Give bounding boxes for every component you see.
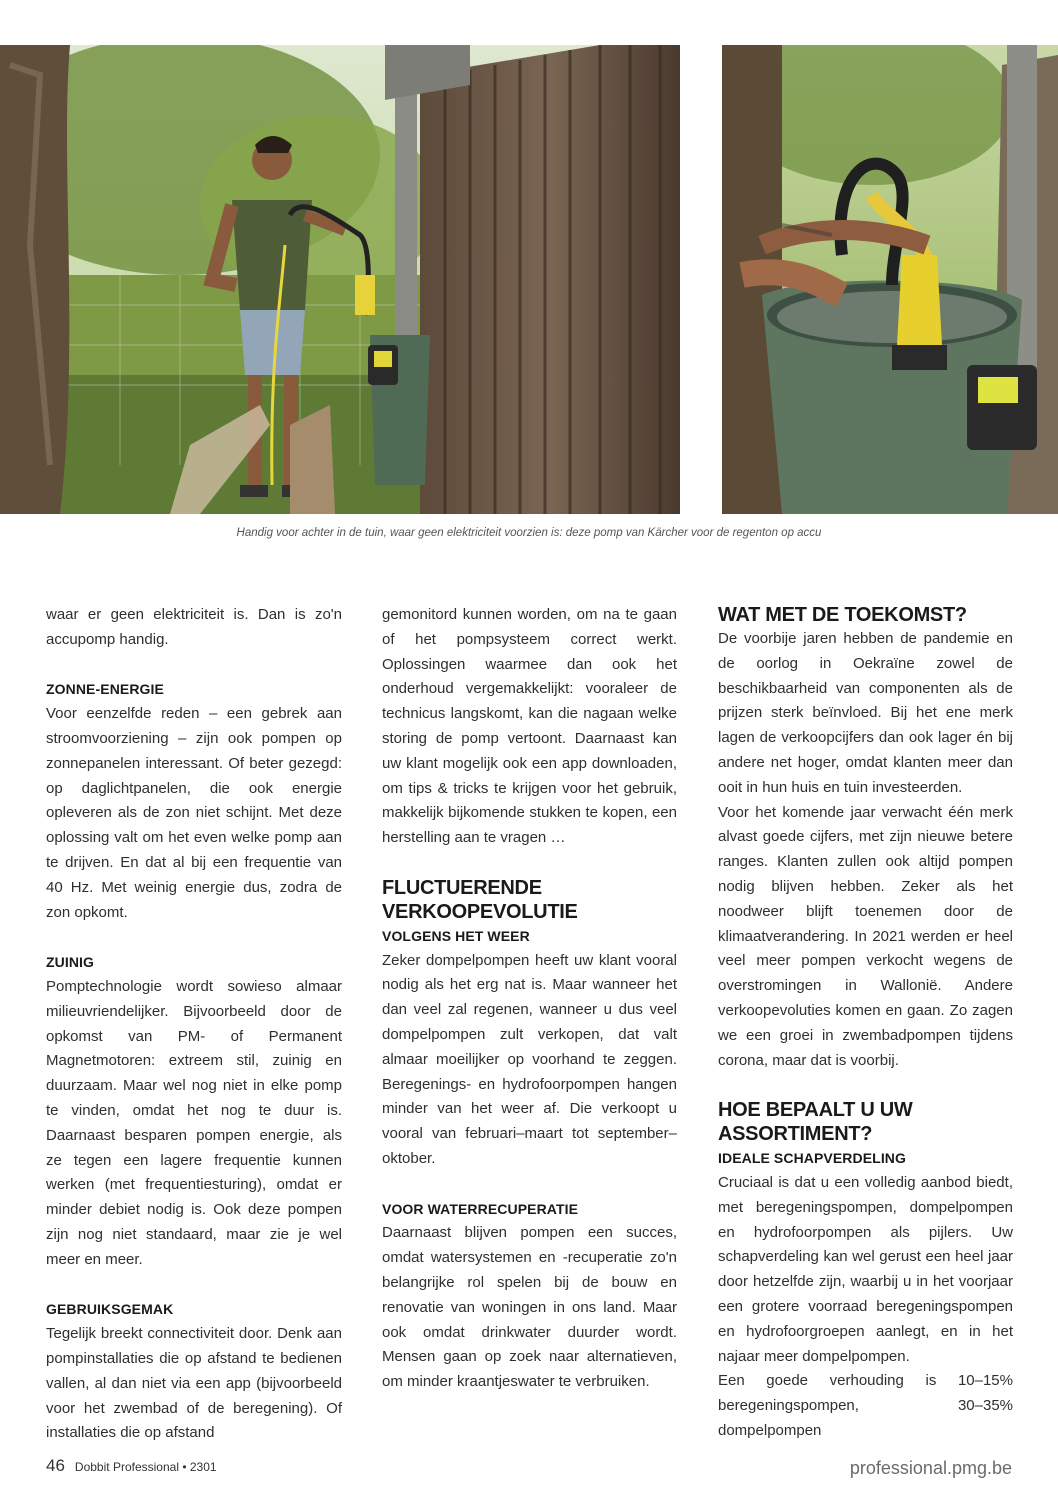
page-number: 46	[46, 1456, 65, 1475]
paragraph-schapverdeling-2: Een goede verhouding is 10–15% beregeningspompen, 30–35% dompelpompen	[718, 1372, 1013, 1439]
paragraph-zuinig: Pomptechnologie wordt sowieso almaar milieuvriendelijker. Bijvoorbeeld door de opkomst van PM- of Permanent Magnetmotoren: extreem stil, zuinig en duurzaam. Maar wel nog niet in elke pomp te vinden, omdat het nog te duur is. Daarnaast besparen pompen energie, als ze tegen een lagere frequentie kunnen werken (met frequentiesturing), omdat er minder debiet nodig is. Ook deze pompen zijn nog niet standaard, maar zie je wel meer en meer.	[46, 977, 342, 1268]
paragraph-weer: Zeker dompelpompen heeft uw klant vooral nodig als het erg nat is. Maar wanneer het dan veel zal regenen, wanneer u dus veel dompelpompen zult verkopen, dat valt almaar moeilijker op voorhand te zeggen. Beregenings- en hydrofoorpompen hangen minder van het weer af. Die verkoopt u vooral van februari–maart tot september–oktober.	[382, 951, 677, 1167]
subheading-schapverdeling: IDEALE SCHAPVERDELING	[718, 1150, 907, 1167]
footer-publication	[46, 1456, 217, 1476]
paragraph-waterrecuperatie: Daarnaast blijven pompen een succes, omdat watersystemen en -recuperatie zo'n belangrijke rol spelen bij de bouw en renovatie van woningen in ons land. Maar ook omdat drinkwater duurder wordt. Mensen gaan op zoek naar alternatieven, om minder kraantjeswater te verbruiken.	[382, 1224, 677, 1391]
paragraph-toekomst-1: De voorbije jaren hebben de pandemie en de oorlog in Oekraïne zowel de beschikbaarheid van componenten als de prijzen sterk beïnvloed. Bij het ene merk lagen de verkoopcijfers dan ook lager én bij andere net hoger, omdat klanten meer dan ooit in hun huis en tuin investeerden.	[718, 630, 1013, 796]
publication-name: Dobbit Professional • 2301	[74, 1460, 217, 1474]
column-2	[382, 603, 677, 1395]
paragraph-intro: waar er geen elektriciteit is. Dan is zo'n accupomp handig.	[46, 606, 342, 648]
photo-caption: Handig voor achter in de tuin, waar geen elektriciteit voorzien is: deze pomp van Kärcher voor de regenton op accu	[236, 527, 822, 539]
heading-verkoopevolutie: VERKOOPEVOLUTIE	[382, 900, 578, 923]
paragraph-zonne-energie: Voor eenzelfde reden – een gebrek aan stroomvoorziening – zijn ook pompen op zonnepanelen interessant. Of beter gezegd: op daglichtpanelen, die ook energie opleveren als de zon niet schijnt. Met deze oplossing valt om het even welke pomp aan te drijven. En dat al bij een frequentie van 40 Hz. Met weinig energie dus, zodra de zon opkomt.	[46, 705, 342, 921]
footer-url[interactable]: professional.pmg.be	[849, 1458, 1012, 1478]
heading-gebruiksgemak: GEBRUIKSGEMAK	[46, 1301, 174, 1318]
paragraph-toekomst-2: Voor het komende jaar verwacht één merk alvast goede cijfers, met zijn nieuwe betere ranges. Klanten zullen ook altijd pompen nodig blijven hebben. Zeker als het noodweer blijft toenemen door de klimaatverandering. In 2021 werden er heel veel meer pompen verkocht wegens de overstromingen in Wallonië. Andere verkoopevoluties komen en gaan. Zo zagen we een groei in zwembadpompen tijdens corona, maar dat is voorbij.	[718, 803, 1013, 1069]
heading-assortiment-1: HOE BEPAALT U UW	[718, 1099, 913, 1122]
heading-zonne-energie: ZONNE-ENERGIE	[46, 681, 164, 698]
heading-assortiment-2: ASSORTIMENT?	[718, 1123, 873, 1146]
paragraph-connectiviteit: gemonitord kunnen worden, om na te gaan of het pompsysteem correct werkt. Oplossingen waarmee dan ook het onderhoud vergemakkelijkt: vooraleer de technicus langskomt, kan die nagaan welke storing de pomp vertoont. Daarnaast kan uw klant mogelijk ook een app downloaden, om tips & tricks te krijgen voor het gebruik, makkelijk bijkomende stukken te kopen, een herstelling aan te vragen …	[382, 606, 677, 847]
photo-pump-in-rain-barrel	[722, 45, 1058, 514]
heading-fluctuerende: FLUCTUERENDE	[382, 876, 542, 899]
paragraph-schapverdeling-1: Cruciaal is dat u een volledig aanbod biedt, met beregeningspompen, dompelpompen en hydrofoorpompen als pijlers. Uw schapverdeling kan wel gerust een heel jaar door hetzelfde zijn, waarbij u in het voorjaar een grotere voorraad beregeningspompen en hydrofoorgroepen aanlegt, en in het najaar meer dompelpompen.	[718, 1173, 1013, 1365]
heading-zuinig: ZUINIG	[46, 954, 95, 971]
column-3	[718, 603, 1013, 1444]
photo-man-with-pump	[0, 45, 680, 514]
heading-waterrecuperatie: VOOR WATERRECUPERATIE	[382, 1200, 579, 1217]
subheading-volgens-het-weer: VOLGENS HET WEER	[382, 927, 530, 944]
column-1	[46, 603, 342, 1446]
paragraph-gebruiksgemak: Tegelijk breekt connectiviteit door. Denk aan pompinstallaties die op afstand te bedienen vallen, al dan niet via een app (bijvoorbeeld voor het zwembad of de beregening). Of installaties die op afstand	[46, 1325, 342, 1442]
heading-toekomst: WAT MET DE TOEKOMST?	[718, 604, 967, 626]
